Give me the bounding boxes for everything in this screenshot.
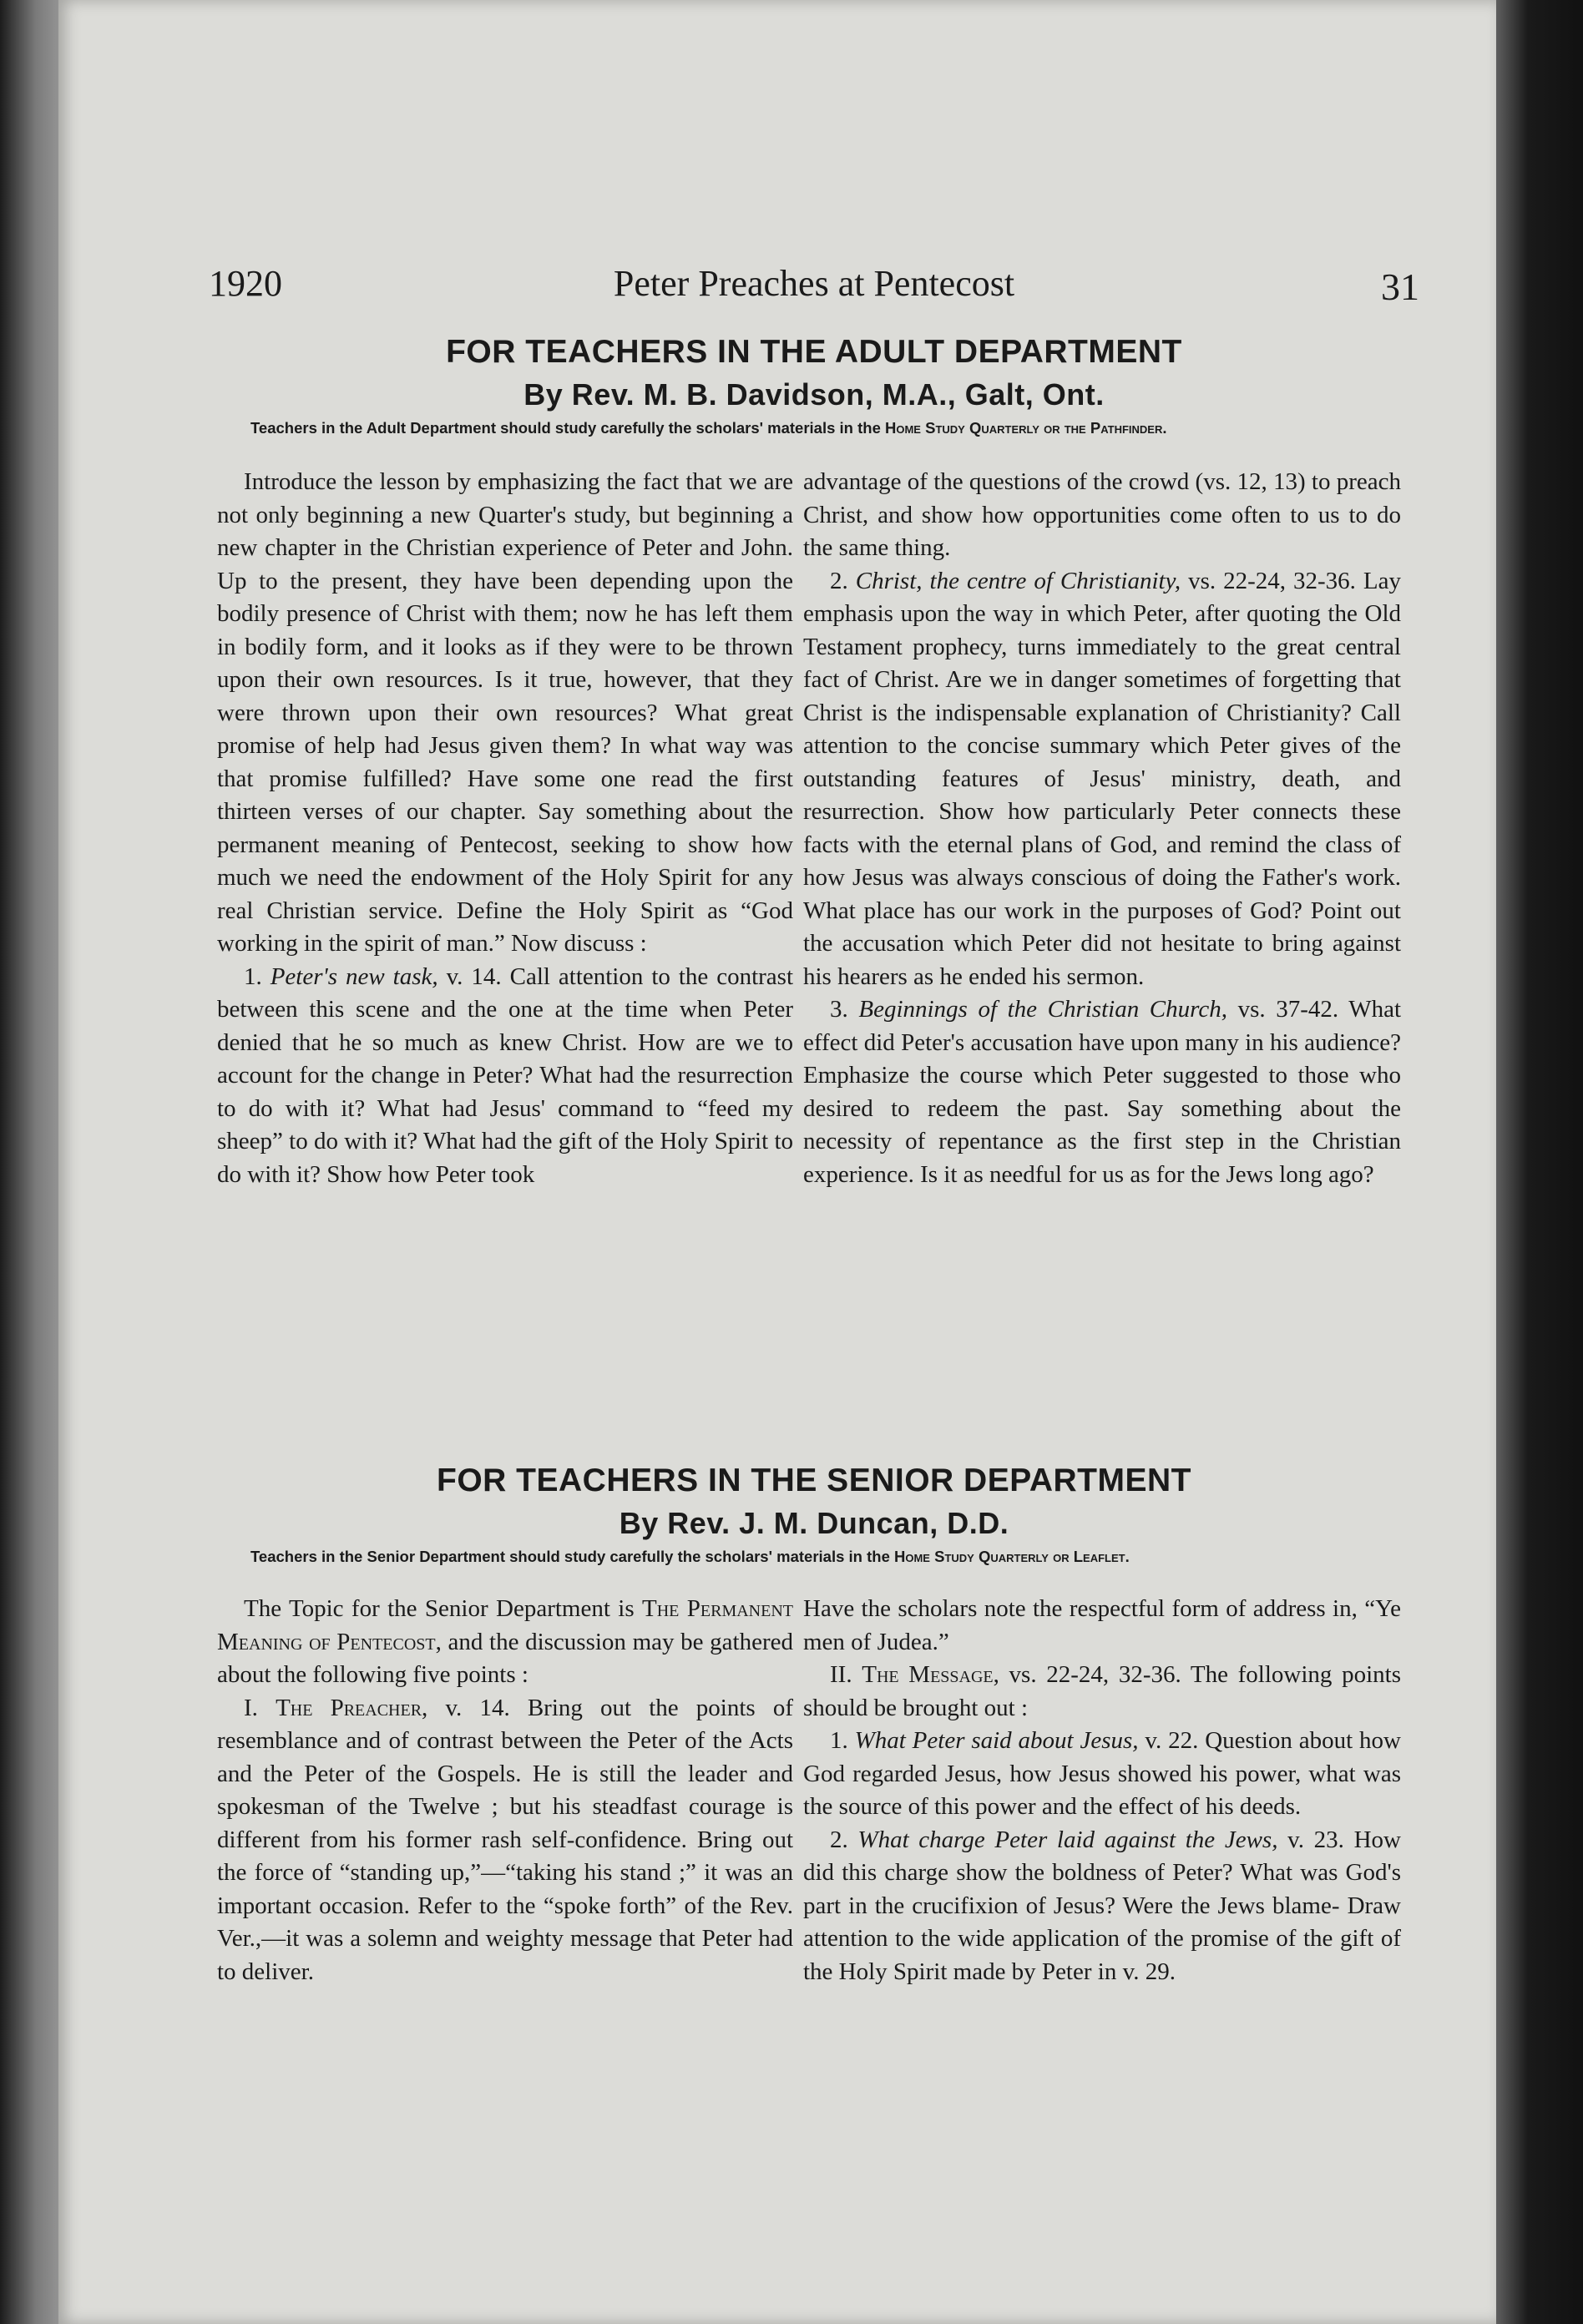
adult-point-3-title: Beginnings of the Christian Church,	[858, 996, 1227, 1023]
senior-intro-text: The Topic for the Senior Department is	[244, 1595, 643, 1622]
senior-subpoint-2-title: What charge Peter laid against the Jews,	[857, 1826, 1278, 1853]
senior-left-column	[217, 1593, 793, 1988]
senior-subpoint-1	[803, 1725, 1401, 1824]
senior-intro-end: and the discussion may be gathered about the following five points :	[217, 1628, 793, 1688]
senior-intro	[217, 1593, 793, 1692]
adult-point-1-title: Peter's new task,	[270, 962, 438, 990]
senior-point-1-title: The Preacher,	[276, 1694, 428, 1721]
page	[58, 0, 1496, 2324]
senior-point-2-title: The Message,	[862, 1661, 999, 1688]
senior-subpoint-2-text: v. 23. How did this charge show the boldness of Peter? What was God's part in the crucifixion of Jesus? Were the Jews blame- Draw attention to the wide application of the promise of the gift of the Holy Spirit made by Peter in v. 29.	[803, 1826, 1401, 1985]
adult-note	[209, 419, 1419, 437]
senior-subpoint-1-text: v. 22. Question about how God regarded Jesus, how Jesus showed his power, what was the source of this power and the effect of his deeds.	[803, 1727, 1401, 1820]
adult-point-2-text: vs. 22-24, 32-36. Lay emphasis upon the way in which Peter, after quoting the Old Testament prophecy, turns immediately to the great central fact of Christ. Are we in danger sometimes of forgetting that Christ is the indispensable explanation of Christianity? Call attention to the concise summary which Peter gives of the outstanding features of Jesus' ministry, death, and resurrection. Show how particularly Peter connects these facts with the eternal plans of God, and remind the class of how Jesus was always conscious of doing the Father's work. What place has our work in the purposes of God? Point out the accusation which Peter did not hesitate to bring against his hearers as he ended his sermon.	[803, 567, 1402, 990]
senior-byline: By Rev. J. M. Duncan, D.D.	[619, 1506, 1009, 1540]
adult-right-continuation: advantage of the questions of the crowd (vs. 12, 13) to preach Christ, and show how opportunities come often to us to do the same thing.	[803, 468, 1401, 561]
senior-point-1-text: v. 14. Bring out the points of resemblance and of contrast between the Peter of the Acts and the Peter of the Gospels. He is still the leader and spokesman of the Twelve ; but his steadfast courage is different from his former rash self-confidence. Bring out the force of “standing up,”—“taking his stand ;” it was an important occasion. Refer to the “spoke forth” of the Rev. Ver.,—it was a solemn and weighty message that Peter had to deliver.	[217, 1694, 793, 1985]
senior-point-2-text: vs. 22-24, 32-36. The following points should be brought out :	[803, 1661, 1401, 1721]
page-year: 1920	[209, 263, 282, 304]
adult-point-3-number: 3.	[830, 996, 859, 1023]
senior-point-1-number: I.	[244, 1694, 276, 1721]
adult-heading: FOR TEACHERS IN THE ADULT DEPARTMENT	[446, 334, 1182, 370]
adult-point-1-number: 1.	[244, 962, 271, 990]
adult-right-column	[803, 466, 1401, 1191]
senior-topic: The Permanent Meaning of Pentecost,	[217, 1595, 793, 1655]
adult-note-publications: Home Study Quarterly or the Pathfinder.	[885, 419, 1167, 437]
senior-point-2-number: II.	[830, 1661, 862, 1688]
page-number: 31	[1381, 265, 1419, 308]
adult-point-2-number: 2.	[830, 567, 856, 594]
adult-point-1	[217, 961, 793, 1192]
book-binding	[0, 0, 65, 2324]
senior-point-1	[217, 1692, 793, 1989]
adult-point-2-title: Christ, the centre of Christianity,	[855, 567, 1181, 594]
adult-byline: By Rev. M. B. Davidson, M.A., Galt, Ont.	[523, 377, 1105, 412]
senior-note-publications: Home Study Quarterly or Leaflet.	[894, 1548, 1130, 1565]
adult-point-3	[803, 993, 1401, 1191]
senior-right-column	[803, 1593, 1401, 1988]
senior-subpoint-1-number: 1.	[830, 1727, 855, 1754]
book-edge	[1491, 0, 1583, 2324]
senior-right-continuation: Have the scholars note the respectful form of address in, “Ye men of Judea.”	[803, 1595, 1401, 1655]
adult-point-3-text: vs. 37-42. What effect did Peter's accusation have upon many in his audience? Emphasize the course which Peter suggested to those who desired to redeem the past. Say something about the necessity of repentance as the first step in the Christian experience. Is it as needful for us as for the Jews long ago?	[803, 996, 1401, 1188]
senior-note-text: Teachers in the Senior Department should study carefully the scholars' materials in the	[250, 1548, 894, 1565]
running-title: Peter Preaches at Pentecost	[613, 263, 1015, 304]
senior-subpoint-1-title: What Peter said about Jesus,	[854, 1727, 1139, 1754]
adult-point-2	[803, 565, 1401, 994]
senior-note	[209, 1548, 1419, 1566]
adult-left-paragraph: Introduce the lesson by emphasizing the fact that we are not only beginning a new Quarter's study, but beginning a new chapter in the Christian experience of Peter and John. Up to the present, they have been depending upon the bodily presence of Christ with them; now he has left them in bodily form, and it looks as if they were to be thrown upon their own resources. Is it true, however, that they were thrown upon their own resources? What great promise of help had Jesus given them? In what way was that promise fulfilled? Have some one read the first thirteen verses of our chapter. Say something about the permanent meaning of Pentecost, seeking to show how much we need the endowment of the Holy Spirit for any real Christian service. Define the Holy Spirit as “God working in the spirit of man.” Now discuss :	[217, 468, 793, 957]
adult-note-text: Teachers in the Adult Department should study carefully the scholars' materials in the	[250, 419, 885, 437]
adult-point-1-text: v. 14. Call attention to the contrast between this scene and the one at the time when Peter denied that he so much as knew Christ. How are we to account for the change in Peter? What had the resurrection to do with it? What had Jesus' command to “feed my sheep” to do with it? What had the gift of the Holy Spirit to do with it? Show how Peter took	[217, 962, 794, 1188]
adult-left-column	[217, 466, 793, 1191]
senior-subpoint-2	[803, 1824, 1401, 1989]
running-head	[209, 259, 1419, 309]
senior-point-2	[803, 1659, 1401, 1725]
senior-subpoint-2-number: 2.	[830, 1826, 858, 1853]
senior-heading: FOR TEACHERS IN THE SENIOR DEPARTMENT	[437, 1463, 1191, 1498]
